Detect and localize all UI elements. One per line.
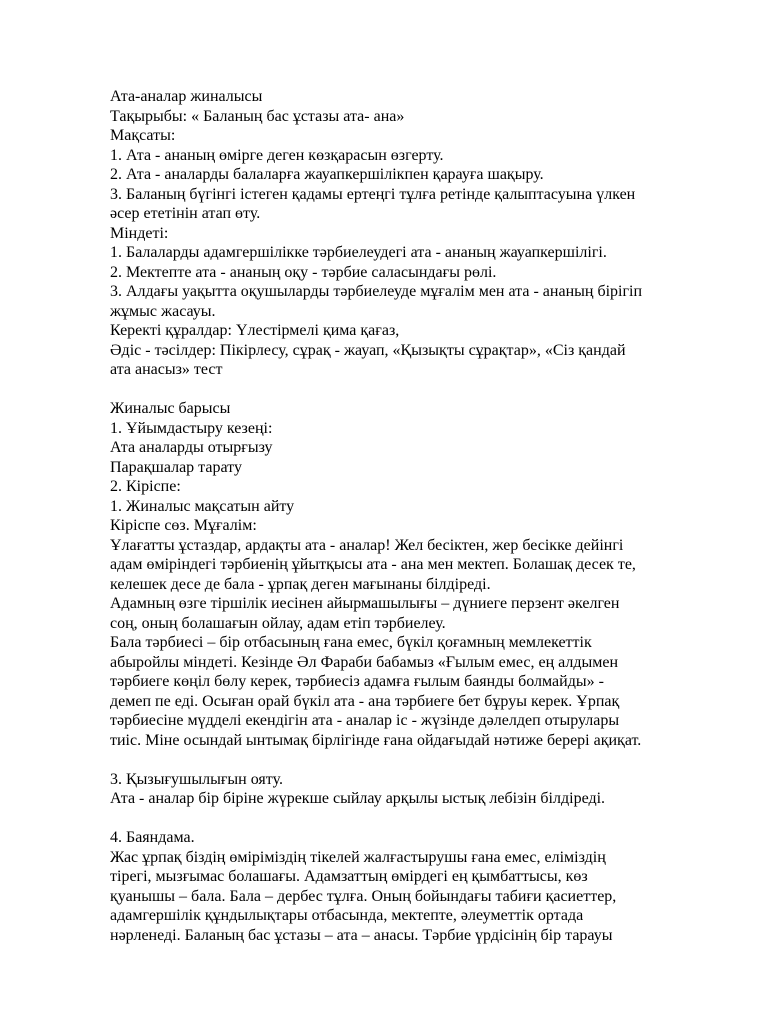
section-heading: 3. Қызығушылығын ояту. xyxy=(110,770,283,788)
task-item: 1. Балаларды адамгершілікке тәрбиелеудегі ата - ананың жауапкершілігі. xyxy=(110,244,607,261)
goals-heading: Мақсаты: xyxy=(110,127,176,144)
text-line: Кіріспе сөз. Мұғалім: xyxy=(110,517,257,534)
blank-line xyxy=(110,380,722,400)
paragraph-line: Жас ұрпақ біздің өміріміздің тікелей жалғастырушы ғана емес, еліміздің xyxy=(110,848,606,866)
paragraph-line: адамгершілік құндылықтары отбасында, мектепте, әлеуметтік ортада xyxy=(110,907,584,924)
tasks-heading: Міндеті: xyxy=(110,224,169,242)
section-heading: 2. Кіріспе: xyxy=(110,478,181,495)
paragraph-line: соң, оның болашағын ойлау, адам етіп тәрбиелеу. xyxy=(110,614,446,632)
paragraph-line: келешек десе де бала - ұрпақ деген мағынаны білдіреді. xyxy=(110,575,491,593)
goal-item: 3. Баланың бүгінгі істеген қадамы ертеңгі тұлға ретінде қалыптасуына үлкен xyxy=(110,185,636,203)
paragraph-line: Ұлағатты ұстаздар, ардақты ата - аналар! Жел бесіктен, жер бесікке дейінгі xyxy=(110,536,624,554)
text-line: Парақшалар тарату xyxy=(110,458,242,476)
methods-line-continued: ата анасыз» тест xyxy=(110,361,223,378)
paragraph-line: адам өміріндегі тәрбиенің ұйытқысы ата - ана мен мектеп. Болашақ десек те, xyxy=(110,556,636,573)
goal-item-continued: әсер ететінін атап өту. xyxy=(110,205,261,222)
methods-line: Әдіс - тәсілдер: Пікірлесу, сұрақ - жауап, «Қызықты сұрақтар», «Сіз қандай xyxy=(110,341,626,359)
task-item: 2. Мектепте ата - ананың оқу - тәрбие саласындағы рөлі. xyxy=(110,263,497,281)
paragraph-line: тәрбиеге көңіл бөлу керек, тәрбиесіз адамға ғылым баянды болмайды» - xyxy=(110,673,604,690)
paragraph-line: нәрленеді. Баланың бас ұстазы – ата – анасы. Тәрбие үрдісінің бір тарауы xyxy=(110,926,613,944)
paragraph-line: Адамның өзге тіршілік иесінен айырмашылығы – дүниеге перзент әкелген xyxy=(110,595,620,612)
blank-line xyxy=(110,750,722,770)
goal-item: 2. Ата - аналарды балаларға жауапкершілікпен қарауға шақыру. xyxy=(110,166,544,183)
blank-line xyxy=(110,809,722,829)
section-heading: 4. Баяндама. xyxy=(110,829,195,846)
document-title: Ата-аналар жиналысы xyxy=(110,88,263,105)
paragraph-line: Ата - аналар бір біріне жүрекше сыйлау арқылы ыстық лебізін білдіреді. xyxy=(110,790,606,807)
paragraph-line: тәрбиесіне мүдделі екендігін ата - аналар іс - жүзінде дәлелдеп отырулары xyxy=(110,712,620,729)
paragraph-line: қуанышы – бала. Бала – дербес тұлға. Оның бойындағы табиғи қасиеттер, xyxy=(110,887,617,905)
section-heading: 1. Ұйымдастыру кезеңі: xyxy=(110,419,273,437)
paragraph-line: тиіс. Міне осындай ынтымақ бірлігінде ғана ойдағыдай нәтиже берері ақиқат. xyxy=(110,731,642,749)
paragraph-line: абыройлы міндеті. Кезінде Әл Фараби бабамыз «Ғылым емес, ең алдымен xyxy=(110,653,619,671)
paragraph-line: Бала тәрбиесі – бір отбасының ғана емес, бүкіл қоғамның мемлекеттік xyxy=(110,634,592,651)
document-page xyxy=(110,87,722,945)
meeting-progress-heading: Жиналыс барысы xyxy=(110,400,231,417)
task-item-continued: жұмыс жасауы. xyxy=(110,302,216,320)
paragraph-line: демеп пе еді. Осыған орай бүкіл ата - ана тәрбиеге бет бұруы керек. Ұрпақ xyxy=(110,692,620,710)
goal-item: 1. Ата - ананың өмірге деген көзқарасын өзгерту. xyxy=(110,146,444,164)
text-line: Ата аналарды отырғызу xyxy=(110,439,273,456)
topic-line: Тақырыбы: « Баланың бас ұстазы ата- ана» xyxy=(110,107,405,125)
text-line: 1. Жиналыс мақсатын айту xyxy=(110,497,295,515)
paragraph-line: тірегі, мызғымас болашағы. Адамзаттың өмірдегі ең қымбаттысы, көз xyxy=(110,868,588,885)
task-item: 3. Алдағы уақытта оқушыларды тәрбиелеуде мұғалім мен ата - ананың бірігіп xyxy=(110,283,643,300)
materials-line: Керекті құралдар: Үлестірмелі қима қағаз, xyxy=(110,322,400,339)
